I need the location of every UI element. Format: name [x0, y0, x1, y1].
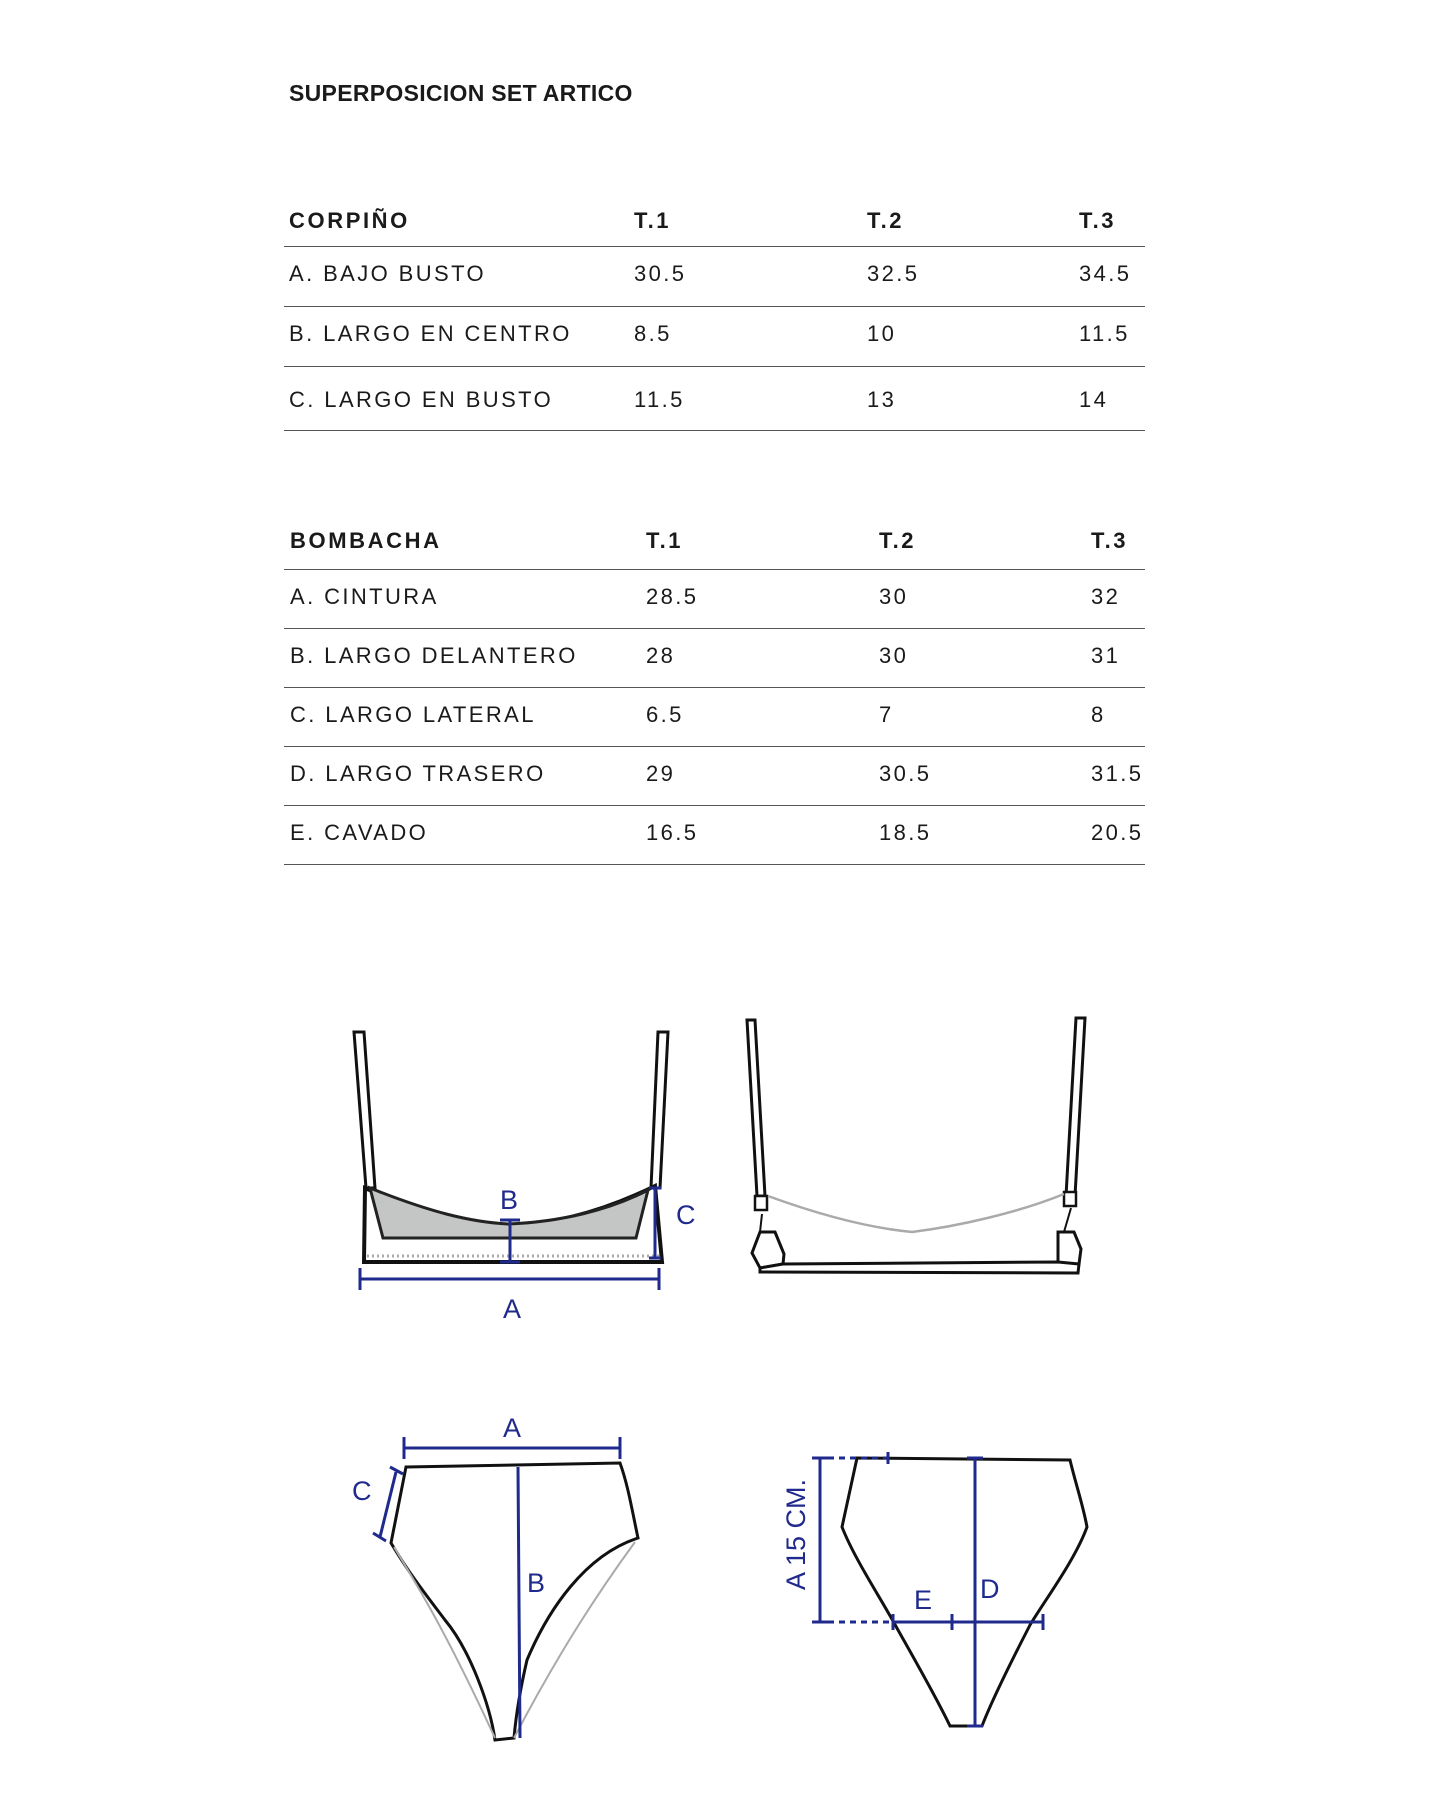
header-size-2: T.2: [867, 208, 905, 233]
size-3-value: 34.5: [1079, 261, 1132, 286]
measure-label: C. LARGO EN BUSTO: [289, 387, 554, 412]
size-1-value: 8.5: [634, 321, 672, 346]
measure-label: B. LARGO EN CENTRO: [289, 321, 572, 346]
bra-a-label: A: [503, 1294, 522, 1324]
header-size-1: T.1: [634, 208, 672, 233]
size-3-value: 32: [1091, 584, 1121, 609]
size-1-value: 6.5: [646, 702, 684, 727]
brief-front-drawing: [391, 1463, 638, 1740]
header-garment: CORPIÑO: [289, 208, 410, 233]
header-garment: BOMBACHA: [290, 528, 442, 553]
size-3-value: 31.5: [1091, 761, 1144, 786]
measure-label: C. LARGO LATERAL: [290, 702, 536, 727]
size-1-value: 16.5: [646, 820, 699, 845]
size-1-value: 30.5: [634, 261, 687, 286]
header-size-3: T.3: [1079, 208, 1117, 233]
size-2-value: 18.5: [879, 820, 932, 845]
brief-a-label: A: [503, 1413, 522, 1443]
size-2-value: 10: [867, 321, 897, 346]
header-size-2: T.2: [879, 528, 917, 553]
size-2-value: 30: [879, 584, 909, 609]
size-1-value: 11.5: [634, 387, 685, 412]
bra-c-label: C: [676, 1200, 696, 1230]
size-2-value: 30.5: [879, 761, 932, 786]
size-1-value: 28: [646, 643, 676, 668]
bra-b-label: B: [500, 1185, 519, 1215]
header-size-3: T.3: [1091, 528, 1129, 553]
size-2-value: 7: [879, 702, 894, 727]
bra-back-drawing: [747, 1018, 1085, 1273]
measure-label: D. LARGO TRASERO: [290, 761, 546, 786]
brief-b-label: B: [527, 1568, 546, 1598]
size-3-value: 8: [1091, 702, 1106, 727]
size-3-value: 20.5: [1091, 820, 1144, 845]
size-2-value: 13: [867, 387, 897, 412]
measure-label: E. CAVADO: [290, 820, 429, 845]
brief-c-label: C: [352, 1476, 372, 1506]
size-1-value: 29: [646, 761, 676, 786]
brief-e-label: E: [914, 1585, 933, 1615]
size-2-value: 32.5: [867, 261, 920, 286]
brief-d-label: D: [980, 1574, 1000, 1604]
brief-a15-label: A 15 CM.: [781, 1478, 811, 1590]
brief-back-drawing: [842, 1458, 1087, 1726]
measure-label: A. BAJO BUSTO: [289, 261, 487, 286]
size-3-value: 14: [1079, 387, 1109, 412]
measure-label: A. CINTURA: [290, 584, 439, 609]
measure-label: B. LARGO DELANTERO: [290, 643, 578, 668]
size-2-value: 30: [879, 643, 909, 668]
size-3-value: 31: [1091, 643, 1121, 668]
page-title: SUPERPOSICION SET ARTICO: [289, 80, 633, 106]
size-3-value: 11.5: [1079, 321, 1130, 346]
size-1-value: 28.5: [646, 584, 699, 609]
header-size-1: T.1: [646, 528, 684, 553]
